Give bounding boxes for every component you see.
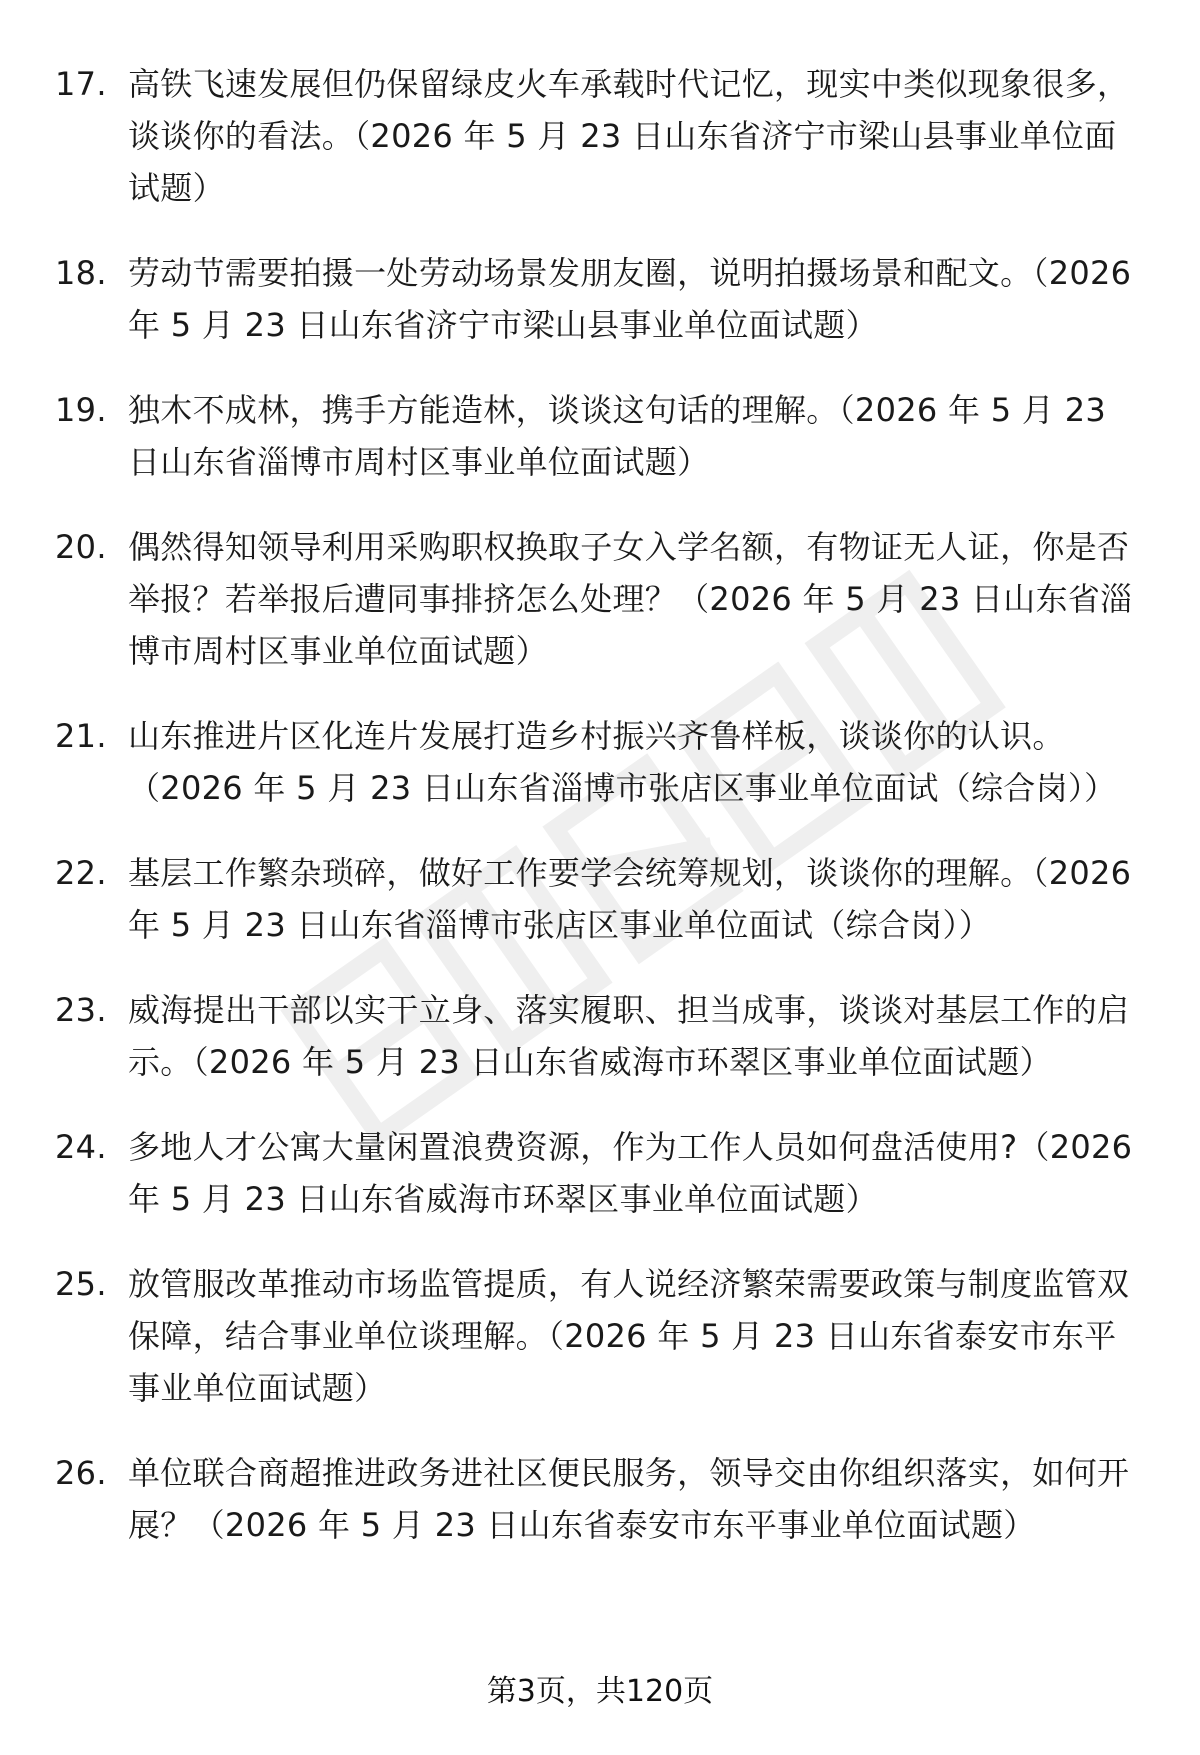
question-item — [0, 384, 1200, 488]
question-text: 偶然得知领导利用采购职权换取子女入学名额，有物证无人证，你是否举报？若举报后遭同事排挤怎么处理？ — [128, 528, 1130, 618]
question-source: （2026 年 5 月 23 日山东省淄博市张店区事业单位面试（综合岗）） — [128, 854, 1132, 944]
question-number: 23. — [55, 991, 107, 1029]
question-item — [0, 710, 1200, 814]
question-item — [0, 1447, 1200, 1551]
question-number: 20. — [55, 528, 107, 566]
question-item — [0, 847, 1200, 951]
page-footer: 第3页，共120页 — [486, 1674, 714, 1709]
question-source: （2026 年 5 月 23 日山东省淄博市张店区事业单位面试（综合岗）） — [128, 769, 1117, 807]
question-list — [0, 58, 1200, 1584]
question-source: （2026 年 5 月 23 日山东省泰安市东平事业单位面试题） — [128, 1317, 1117, 1407]
question-text: 高铁飞速发展但仍保留绿皮火车承载时代记忆，现实中类似现象很多，谈谈你的看法。 — [128, 65, 1130, 155]
question-source: （2026 年 5 月 23 日山东省济宁市梁山县事业单位面试题） — [128, 254, 1132, 344]
question-item — [0, 247, 1200, 351]
question-item — [0, 984, 1200, 1088]
question-text: 基层工作繁杂琐碎，做好工作要学会统筹规划，谈谈你的理解。 — [128, 854, 1033, 892]
question-source: （2026 年 5 月 23 日山东省威海市环翠区事业单位面试题） — [192, 1043, 1052, 1081]
question-number: 22. — [55, 854, 107, 892]
question-number: 21. — [55, 717, 107, 755]
question-number: 19. — [55, 391, 107, 429]
question-text: 独木不成林，携手方能造林，谈谈这句话的理解。 — [128, 391, 839, 429]
question-source: （2026 年 5 月 23 日山东省淄博市周村区事业单位面试题） — [128, 391, 1107, 481]
question-text: 多地人才公寓大量闲置浪费资源，作为工作人员如何盘活使用? — [128, 1128, 1018, 1166]
question-source: （2026 年 5 月 23 日山东省淄博市周村区事业单位面试题） — [128, 580, 1133, 670]
question-text: 劳动节需要拍摄一处劳动场景发朋友圈，说明拍摄场景和配文。 — [128, 254, 1033, 292]
question-source: （2026 年 5 月 23 日山东省泰安市东平事业单位面试题） — [192, 1506, 1036, 1544]
question-item — [0, 1258, 1200, 1414]
question-text: 山东推进片区化连片发展打造乡村振兴齐鲁样板，谈谈你的认识。 — [128, 717, 1065, 755]
question-number: 17. — [55, 65, 107, 103]
question-text: 放管服改革推动市场监管提质，有人说经济繁荣需要政策与制度监管双保障，结合事业单位谈理解。 — [128, 1265, 1130, 1355]
question-item — [0, 521, 1200, 677]
question-number: 24. — [55, 1128, 107, 1166]
question-item — [0, 1121, 1200, 1225]
question-source: （2026 年 5 月 23 日山东省济宁市梁山县事业单位面试题） — [128, 117, 1117, 207]
question-item — [0, 58, 1200, 214]
question-source: （2026 年 5 月 23 日山东省威海市环翠区事业单位面试题） — [128, 1128, 1133, 1218]
question-text: 威海提出干部以实干立身、落实履职、担当成事，谈谈对基层工作的启示。 — [128, 991, 1130, 1081]
question-number: 25. — [55, 1265, 107, 1303]
question-number: 18. — [55, 254, 107, 292]
question-text: 单位联合商超推进政务进社区便民服务，领导交由你组织落实，如何开展？ — [128, 1454, 1130, 1544]
question-number: 26. — [55, 1454, 107, 1492]
